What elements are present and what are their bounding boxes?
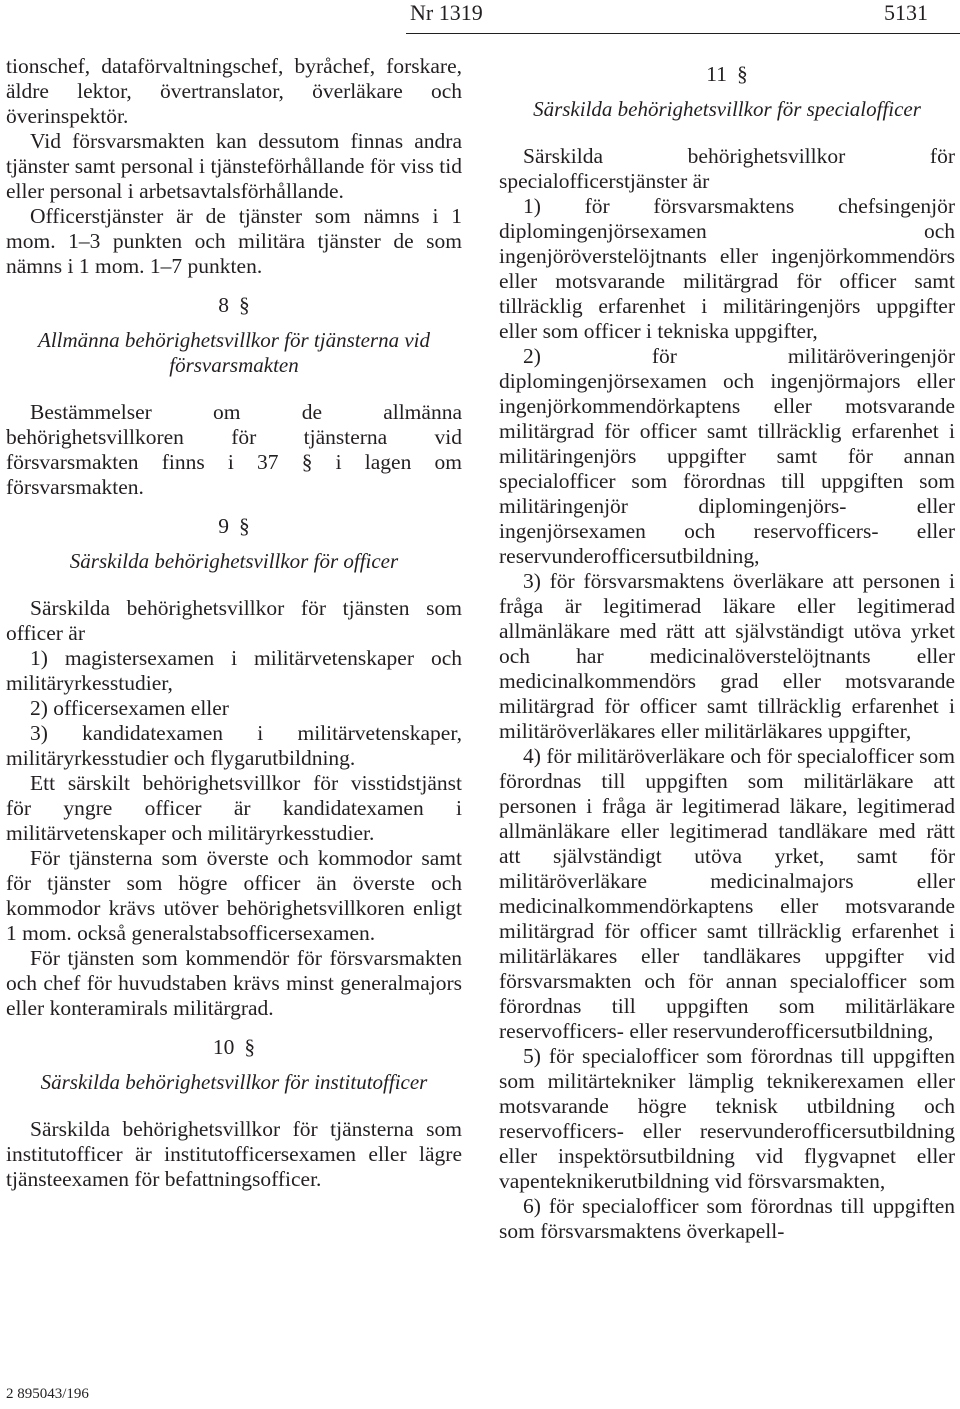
print-code: 2 895043/196 <box>6 1386 89 1402</box>
page-header <box>0 0 960 34</box>
section-title: Särskilda behörighetsvillkor för institutofficer <box>40 1070 428 1094</box>
section-heading-8 <box>6 293 462 318</box>
section-number: 9 <box>218 514 229 538</box>
section-number: 8 <box>218 293 229 317</box>
left-column <box>6 54 462 1192</box>
section-title: Särskilda behörighetsvillkor för officer <box>69 549 399 573</box>
list-item: 2) för militäröveringenjör diplomingenjörsexamen och ingenjörmajors eller ingenjörkommendörkaptens eller motsvarande militärgrad för officer samt tillräcklig erfarenhet i militäringenjörs uppgifter samt för annan specialofficer som förordnas till uppgiften som militäringenjör diplomingenjörs- eller ingenjörsexamen och reservofficers- eller reservunderofficersutbildning, <box>499 344 955 568</box>
paragraph: Särskilda behörighetsvillkor för tjänsterna som institutofficer är institutofficersexamen eller lägre tjänsteexamen för befattningsofficer. <box>6 1117 462 1191</box>
section-symbol: § <box>239 293 250 317</box>
paragraph: tionschef, dataförvaltningschef, byråchef, forskare, äldre lektor, övertranslator, överläkare och överinspektör. <box>6 54 462 128</box>
paragraph: För tjänsterna som överste och kommodor samt för tjänster som högre officer än överste och kommodor krävs utöver behörighetsvillkoren enligt 1 mom. också generalstabsofficersexamen. <box>6 846 462 945</box>
list-item: 3) kandidatexamen i militärvetenskaper, militäryrkesstudier och flygarutbildning. <box>6 721 462 770</box>
paragraph: Ett särskilt behörighetsvillkor för visstidstjänst för yngre officer är kandidatexamen i militärvetenskaper och militäryrkesstudier. <box>6 771 462 845</box>
paragraph: Vid försvarsmakten kan dessutom finnas andra tjänster samt personal i tjänsteförhållande för viss tid eller personal i arbetsavtalsförhållande. <box>6 129 462 203</box>
list-item: 1) magistersexamen i militärvetenskaper och militäryrkesstudier, <box>6 646 462 695</box>
list-item: 4) för militäröverläkare och för specialofficer som förordnas till uppgiften som militärläkare att personen i fråga är legitimerad läkare, legitimerad allmänläkare eller legitimerad tandläkare med rätt att självständigt utöva yrket, samt för militäröverläkare medicinalmajors eller medicinalkommendörkaptens eller motsvarande militärgrad för officer samt tillräcklig erfarenhet i militärläkares eller tandläkares uppgifter vid försvarsmakten och för annan specialofficer som förordnas till uppgiften som militärläkare reservofficers- eller reservunderofficersutbildning, <box>499 744 955 1043</box>
right-column <box>499 54 955 1244</box>
section-heading-10 <box>6 1035 462 1060</box>
section-title: Särskilda behörighetsvillkor för specialofficer <box>533 97 921 121</box>
list-item: 2) officersexamen eller <box>30 696 229 720</box>
list-item: 1) för försvarsmaktens chefsingenjör diplomingenjörsexamen och ingenjöröverstelöjtnants eller ingenjörkommendörs eller motsvarande militärgrad för officer samt tillräcklig erfarenhet i militäringenjörs uppgifter eller som officer i tekniska uppgifter, <box>499 194 955 343</box>
paragraph: För tjänsten som kommendör för försvarsmakten och chef för huvudstaben krävs minst generalmajors eller konteramirals militärgrad. <box>6 946 462 1020</box>
paragraph: Särskilda behörighetsvillkor för tjänsten som officer är <box>6 596 462 645</box>
statute-number: Nr 1319 <box>410 0 483 25</box>
section-number: 11 <box>706 62 727 86</box>
list-item: 3) för försvarsmaktens överläkare att personen i fråga är legitimerad läkare eller legitimerad allmänläkare med rätt att självständigt utöva yrket och har medicinalöverstelöjtnants eller medicinalkommendörs grad eller motsvarande militärgrad för officer samt tillräcklig erfarenhet i militäröverläkares eller militärläkares uppgifter, <box>499 569 955 743</box>
section-title: Allmänna behörighetsvillkor för tjänsterna vid försvarsmakten <box>38 328 430 377</box>
section-symbol: § <box>244 1035 256 1059</box>
header-rule <box>406 33 960 34</box>
paragraph: Särskilda behörighetsvillkor för specialofficerstjänster är <box>499 144 955 193</box>
section-heading-11 <box>499 62 955 87</box>
section-symbol: § <box>239 514 250 538</box>
paragraph: Bestämmelser om de allmänna behörighetsvillkoren för tjänsterna vid försvarsmakten finns i 37 § i lagen om försvarsmakten. <box>6 400 462 499</box>
section-symbol: § <box>736 62 748 86</box>
paragraph: Officerstjänster är de tjänster som nämns i 1 mom. 1–3 punkten och militära tjänster de som nämns i 1 mom. 1–7 punkten. <box>6 204 462 278</box>
list-item: 5) för specialofficer som förordnas till uppgiften som militärtekniker lämplig teknikerexamen eller motsvarande högre teknisk utbildning och reservofficers- eller reservunderofficersutbildning eller inspektörsutbildning vid flygvapnet eller vapenteknikerutbildning vid försvarsmakten, <box>499 1044 955 1193</box>
list-item: 6) för specialofficer som förordnas till uppgiften som försvarsmaktens överkapell- <box>499 1194 955 1243</box>
section-heading-9 <box>6 514 462 539</box>
section-number: 10 <box>212 1035 235 1059</box>
page-number: 5131 <box>884 0 928 25</box>
